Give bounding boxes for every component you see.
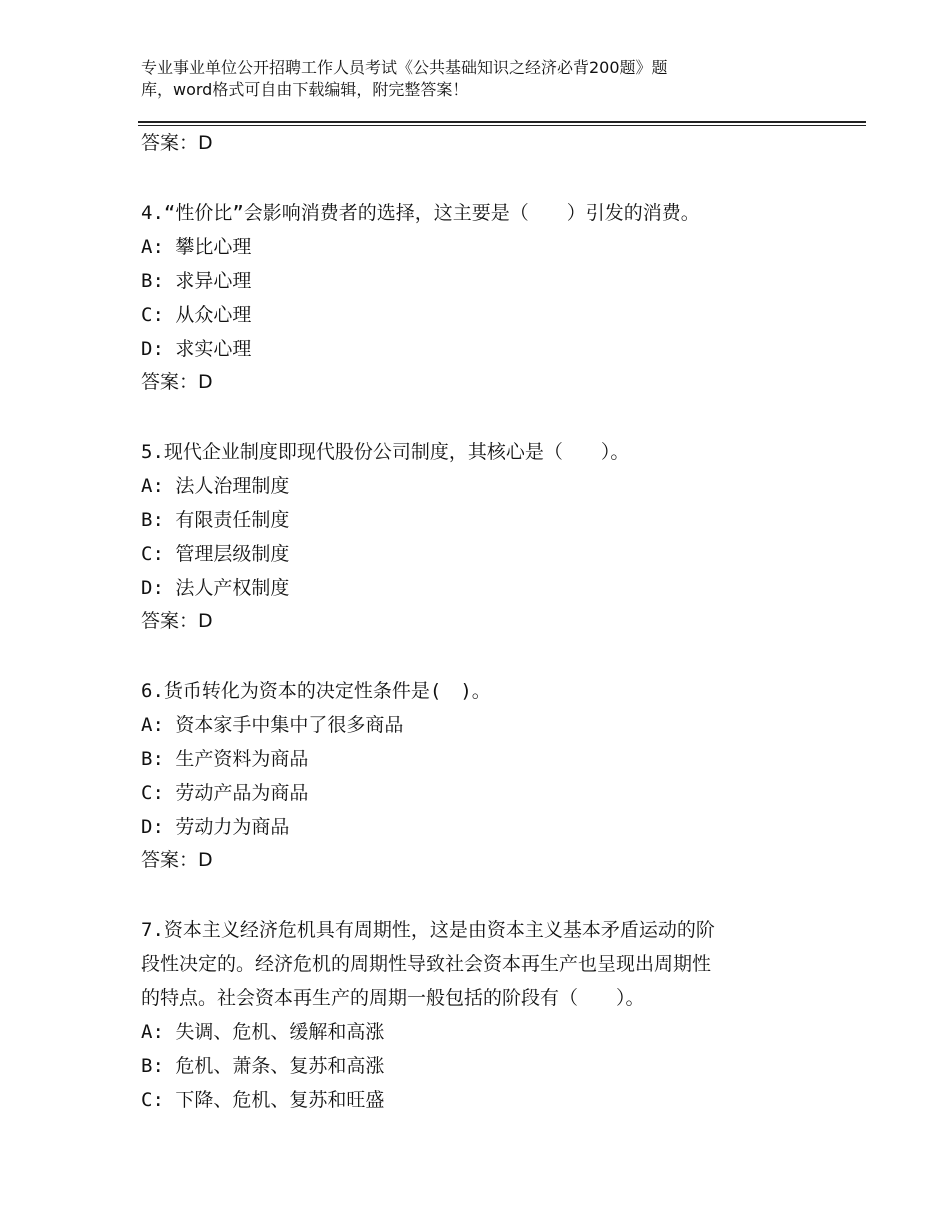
question-5-option-a: A: 法人治理制度 <box>141 475 290 497</box>
header-divider-thin <box>138 125 866 126</box>
question-7-text-line-1: 7.资本主义经济危机具有周期性，这是由资本主义基本矛盾运动的阶 <box>141 919 715 941</box>
question-5-option-d: D: 法人产权制度 <box>141 577 290 599</box>
question-7-option-b: B: 危机、萧条、复苏和高涨 <box>141 1055 385 1077</box>
question-4-text: 4.“性价比”会影响消费者的选择，这主要是（ ）引发的消费。 <box>141 202 700 224</box>
question-4-option-a: A: 攀比心理 <box>141 236 252 258</box>
question-7-text-line-3: 的特点。社会资本再生产的周期一般包括的阶段有（ ）。 <box>141 987 645 1009</box>
question-5-option-b: B: 有限责任制度 <box>141 509 290 531</box>
question-6-option-d: D: 劳动力为商品 <box>141 816 290 838</box>
header-divider-thick <box>138 121 866 123</box>
question-5-text: 5.现代企业制度即现代股份公司制度，其核心是（ ）。 <box>141 441 630 463</box>
question-4-option-d: D: 求实心理 <box>141 338 252 360</box>
answer-previous: 答案：D <box>141 132 213 154</box>
question-7-option-a: A: 失调、危机、缓解和高涨 <box>141 1021 385 1043</box>
question-6-option-b: B: 生产资料为商品 <box>141 748 309 770</box>
question-4-option-c: C: 从众心理 <box>141 304 252 326</box>
question-5-answer: 答案：D <box>141 610 213 632</box>
question-5-option-c: C: 管理层级制度 <box>141 543 290 565</box>
question-7-text-line-2: 段性决定的。经济危机的周期性导致社会资本再生产也呈现出周期性 <box>141 953 712 975</box>
header-title-line-1: 专业事业单位公开招聘工作人员考试《公共基础知识之经济必背200题》题 <box>141 58 668 77</box>
question-6-option-a: A: 资本家手中集中了很多商品 <box>141 714 404 736</box>
question-6-option-c: C: 劳动产品为商品 <box>141 782 309 804</box>
document-header <box>141 57 781 101</box>
question-6-text: 6.货币转化为资本的决定性条件是( )。 <box>141 680 491 702</box>
question-7-option-c: C: 下降、危机、复苏和旺盛 <box>141 1089 385 1111</box>
question-6-answer: 答案：D <box>141 849 213 871</box>
question-4-answer: 答案：D <box>141 371 213 393</box>
question-4-option-b: B: 求异心理 <box>141 270 252 292</box>
header-title-line-2: 库，word格式可自由下载编辑，附完整答案！ <box>141 80 469 99</box>
